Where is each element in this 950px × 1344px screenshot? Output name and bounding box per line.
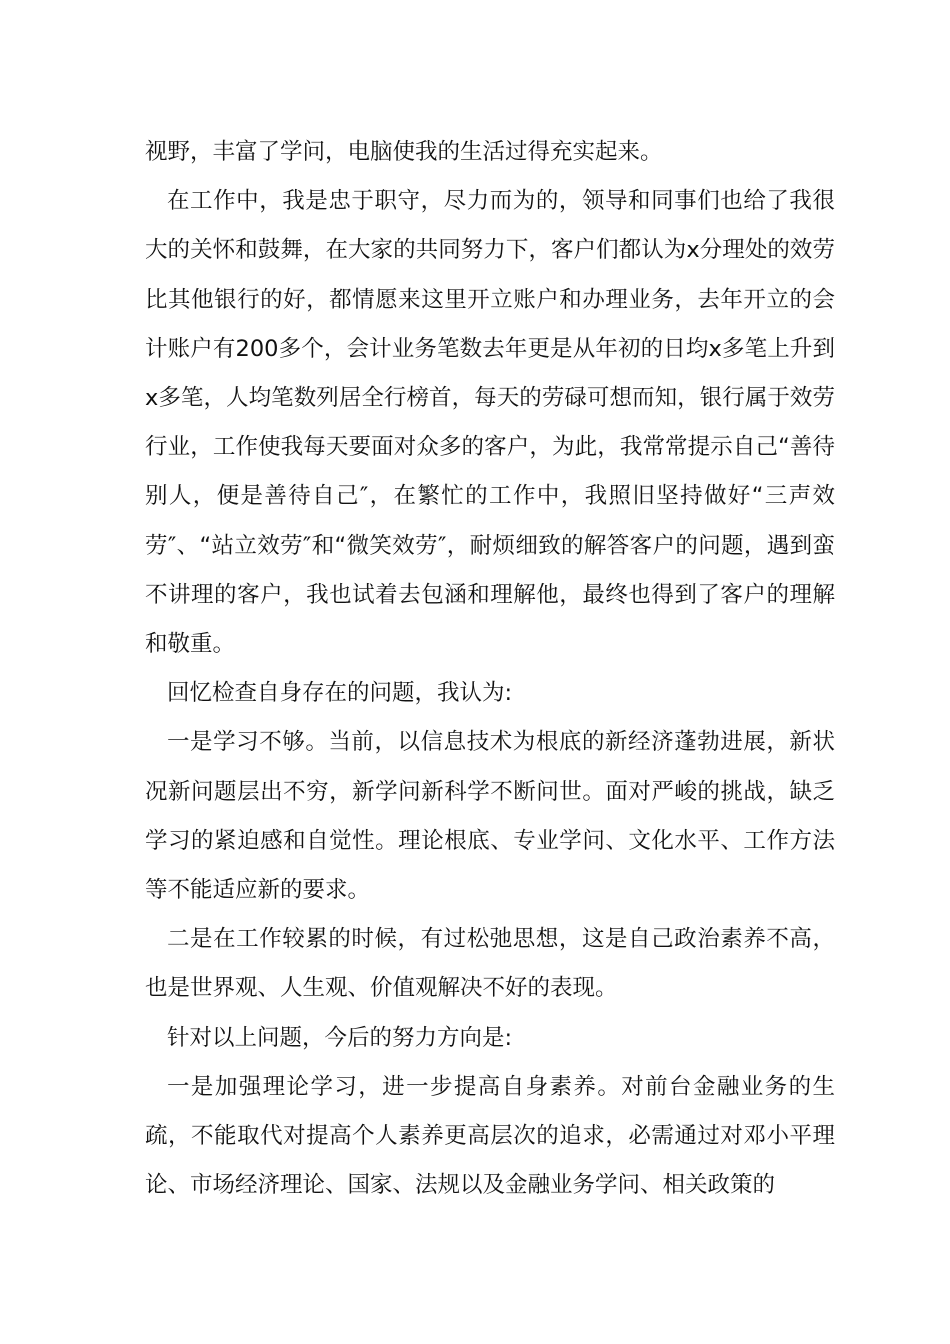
paragraph: 回忆检查自身存在的问题，我认为:: [167, 680, 513, 707]
paragraph: 二是在工作较累的时候，有过松弛思想，这是自己政治素养不高，也是世界观、人生观、价值观解决不好的表现。: [145, 926, 835, 1002]
paragraph: 视野，丰富了学问，电脑使我的生活过得充实起来。: [145, 139, 663, 165]
body-text: [145, 128, 835, 1210]
paragraph: 在工作中，我是忠于职守，尽力而为的，领导和同事们也给了我很大的关怀和鼓舞，在大家的共同努力下，客户们都认为x分理处的效劳比其他银行的好，都情愿来这里开立账户和办理业务，去年开立的会计账户有200多个，会计业务笔数去年更是从年初的日均x多笔上升到x多笔，人均笔数列居全行榜首，每天的劳碌可想而知，银行属于效劳行业，工作使我每天要面对众多的客户，为此，我常常提示自己“善待别人，便是善待自己″，在繁忙的工作中，我照旧坚持做好“三声效劳″、“站立效劳″和“微笑效劳″，耐烦细致的解答客户的问题，遇到蛮不讲理的客户，我也试着去包涵和理解他，最终也得到了客户的理解和敬重。: [145, 188, 835, 658]
paragraph: 一是加强理论学习，进一步提高自身素养。对前台金融业务的生疏，不能取代对提高个人素养更高层次的追求，必需通过对邓小平理论、市场经济理论、国家、法规以及金融业务学问、相关政策的: [145, 1073, 835, 1199]
paragraph: 针对以上问题，今后的努力方向是:: [167, 1024, 513, 1051]
paragraph: 一是学习不够。当前，以信息技术为根底的新经济蓬勃进展，新状况新问题层出不穷，新学问新科学不断问世。面对严峻的挑战，缺乏学习的紧迫感和自觉性。理论根底、专业学问、文化水平、工作方法等不能适应新的要求。: [145, 729, 835, 904]
